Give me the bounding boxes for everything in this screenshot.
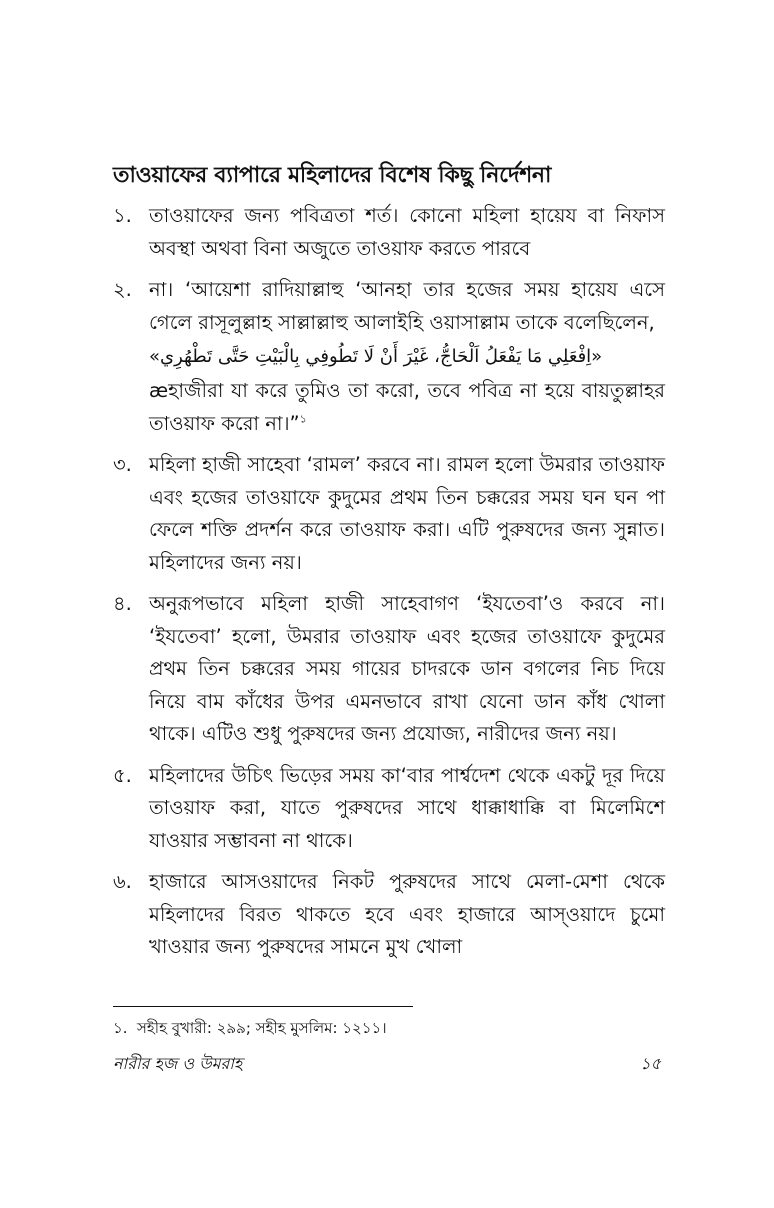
item-number: ৫. bbox=[113, 763, 132, 787]
list-item-2 bbox=[113, 274, 665, 440]
arabic-quote: «اِفْعَلِي مَا يَفْعَلُ اَلْحَاجُّ، غَيْرَ أَنْ لَا تَطُوفِي بِالْبَيْتِ حَتَّى تَطْهُرِي» bbox=[149, 346, 603, 367]
translation-text: æহাজীরা যা করে তুমিও তা করো, তবে পবিত্র না হয়ে বায়তুল্লাহর তাওয়াফ করো না।” bbox=[149, 379, 665, 435]
item-number: ৩. bbox=[113, 453, 132, 476]
page-number: ১৫ bbox=[640, 1054, 661, 1073]
item-number: ২. bbox=[113, 278, 132, 301]
footnote-number: ১. bbox=[113, 1019, 128, 1037]
item-text: তাওয়াফের জন্য পবিত্রতা শর্ত। কোনো মহিলা হায়েয বা নিফাস অবস্থা অথবা বিনা অজুতে তাওয়াফ করতে পারবে bbox=[149, 204, 665, 260]
item-number: ৪. bbox=[113, 592, 132, 615]
list-item-4 bbox=[113, 588, 665, 751]
quote-translation bbox=[149, 375, 665, 440]
running-title: নারীর হজ ও উমরাহ bbox=[113, 1054, 243, 1073]
list-item-5 bbox=[113, 760, 665, 858]
item-text: হাজারে আসওয়াদের নিকট পুরুষদের সাথে মেলা-মেশা থেকে মহিলাদের বিরত থাকতে হবে এবং হাজারে আস্ওয়াদে চুমো খাওয়ার জন্য পুরুষদের সামনে মুখ খোলা bbox=[149, 870, 665, 958]
list-item-6 bbox=[113, 866, 665, 964]
item-number: ৬. bbox=[113, 870, 132, 893]
section-heading: তাওয়াফের ব্যাপারে মহিলাদের বিশেষ কিছু নির্দেশনা bbox=[113, 163, 552, 188]
item-text: না। ‘আয়েশা রাদিয়াল্লাহু ‘আনহা তার হজের সময় হায়েয এসে গেলে রাসূলুল্লাহ সাল্লাল্লাহু আলাইহি ওয়াসাল্লাম তাকে বলেছিলেন, bbox=[149, 278, 665, 334]
footnote-text: সহীহ বুখারী: ২৯৯; সহীহ মুসলিম: ১২১১। bbox=[137, 1019, 387, 1037]
list-item-3 bbox=[113, 449, 665, 579]
item-text: মহিলাদের উচিৎ ভিড়ের সময় কা‘বার পার্শ্বদেশ থেকে একটু দূর দিয়ে তাওয়াফ করা, যাতে পুরুষদের সাথে ধাক্কাধাক্কি বা মিলেমিশে যাওয়ার সম্ভাবনা না থাকে। bbox=[149, 763, 665, 852]
page-body bbox=[113, 160, 665, 973]
footnote-divider bbox=[113, 1006, 413, 1007]
item-text: অনুরূপভাবে মহিলা হাজী সাহেবাগণ ‘ইযতেবা’ও করবে না। ‘ইযতেবা’ হলো, উমরার তাওয়াফ এবং হজের তাওয়াফে কুদুমের প্রথম তিন চক্করের সময় গায়ের চাদরকে ডান বগলের নিচ দিয়ে নিয়ে বাম কাঁধের উপর এমনভাবে রাখা যেনো ডান কাঁধ খোলা থাকে। এটিও শুধু পুরুষদের জন্য প্রযোজ্য, নারীদের জন্য নয়। bbox=[149, 592, 665, 745]
list-item-1 bbox=[113, 200, 665, 265]
item-text: মহিলা হাজী সাহেবা ‘রামল’ করবে না। রামল হলো উমরার তাওয়াফ এবং হজের তাওয়াফে কুদুমের প্রথম তিন চক্করের সময় ঘন ঘন পা ফেলে শক্তি প্রদর্শন করে তাওয়াফ করা। এটি পুরুষদের জন্য সুন্নাত। মহিলাদের জন্য নয়। bbox=[149, 453, 665, 574]
item-number: ১. bbox=[113, 204, 132, 227]
footnote bbox=[113, 1017, 387, 1039]
footnote-ref[interactable]: ১ bbox=[299, 412, 307, 425]
